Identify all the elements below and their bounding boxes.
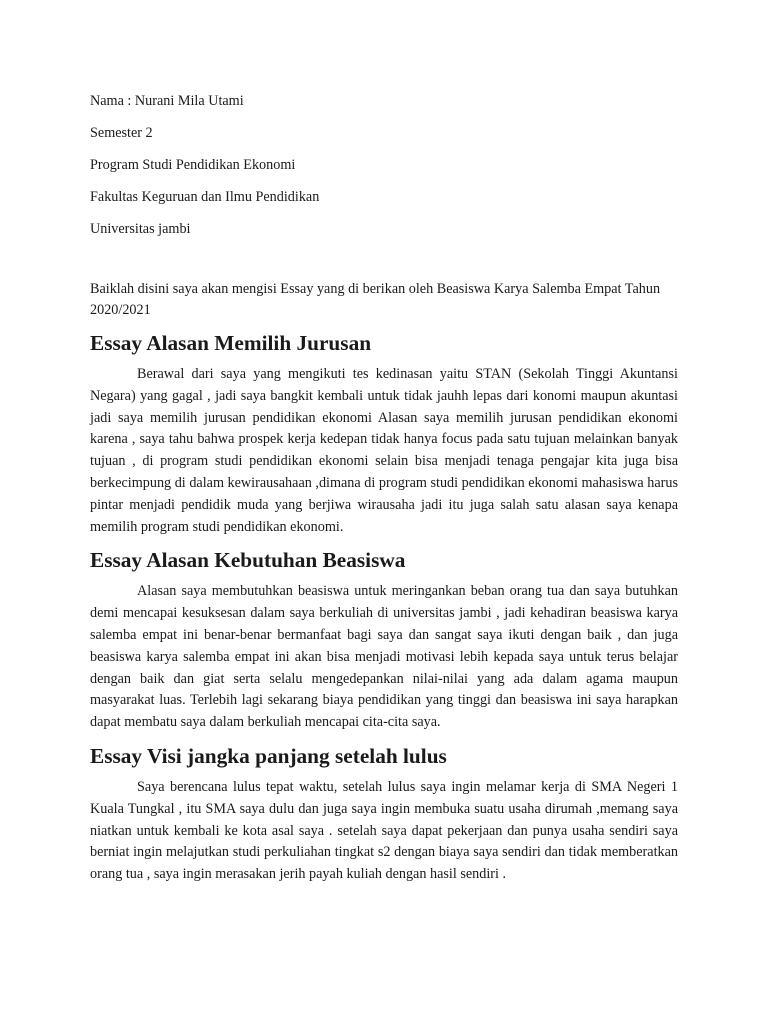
- student-name: Nama : Nurani Mila Utami: [90, 93, 244, 109]
- section-body-long-term-vision: Saya berencana lulus tepat waktu, setelah lulus saya ingin melamar kerja di SMA Negeri 1 Kuala Tungkal , itu SMA saya dulu dan juga saya ingin membuka suatu usaha dirumah ,memang saya niatkan untuk kembali ke kota asal saya . setelah saya dapat pekerjaan dan punya usaha sendiri saya berniat ingin melajutkan studi perkuliahan tingkat s2 dengan biaya saya sendiri dan tidak memberatkan orang tua , saya ingin merasakan jerih payah kuliah dengan hasil sendiri .: [90, 778, 678, 883]
- section-body-major: Berawal dari saya yang mengikuti tes kedinasan yaitu STAN (Sekolah Tinggi Akuntansi Negara) yang gagal , jadi saya bangkit kembali untuk tidak jauhh lepas dari konomi maupun akuntasi jadi saya memilih jurusan pendidikan ekonomi Alasan saya memilih jurusan pendidikan ekonomi karena , saya tahu bahwa prospek kerja kedepan tidak hanya focus pada satu tujuan melainkan banyak tujuan , di program studi pendidikan ekonomi selain bisa menjadi tenaga pengajar kita juga bisa berkecimpung di dalam kewirausahaan ,dimana di program studi pendidikan ekonomi mahasiswa harus pintar menjadi pendidik muda yang berjiwa wirausaha jadi itu juga salah satu alasan saya kenapa memilih program studi pendidikan ekonomi.: [90, 366, 678, 535]
- section-heading-scholarship-need: Essay Alasan Kebutuhan Beasiswa: [90, 548, 406, 573]
- study-program: Program Studi Pendidikan Ekonomi: [90, 157, 296, 173]
- section-heading-major: Essay Alasan Memilih Jurusan: [90, 331, 372, 355]
- university: Universitas jambi: [90, 221, 191, 237]
- section-body-scholarship-need: Alasan saya membutuhkan beasiswa untuk meringankan beban orang tua dan saya butuhkan demi mencapai kesuksesan dalam saya berkuliah di universitas jambi , jadi kehadiran beasiswa karya salemba empat ini benar-benar bermanfaat bagi saya dan sangat saya ikuti dengan baik , dan juga beasiswa karya salemba empat ini akan bisa menjadi motivasi lebih kepada saya untuk terus belajar dengan baik dan giat serta selalu mengedepankan nilai-nilai yang ada dalam agama maupun masyarakat luas. Terlebih lagi sekarang biaya pendidikan yang tinggi dan beasiswa ini saya harapkan dapat membatu saya dalam berkuliah mencapai cita-cita saya.: [90, 583, 678, 731]
- section-heading-long-term-vision: Essay Visi jangka panjang setelah lulus: [90, 743, 447, 768]
- intro-paragraph: Baiklah disini saya akan mengisi Essay yang di berikan oleh Beasiswa Karya Salemba Empat Tahun 2020/2021: [90, 281, 661, 318]
- semester: Semester 2: [90, 125, 153, 141]
- faculty: Fakultas Keguruan dan Ilmu Pendidikan: [90, 189, 320, 205]
